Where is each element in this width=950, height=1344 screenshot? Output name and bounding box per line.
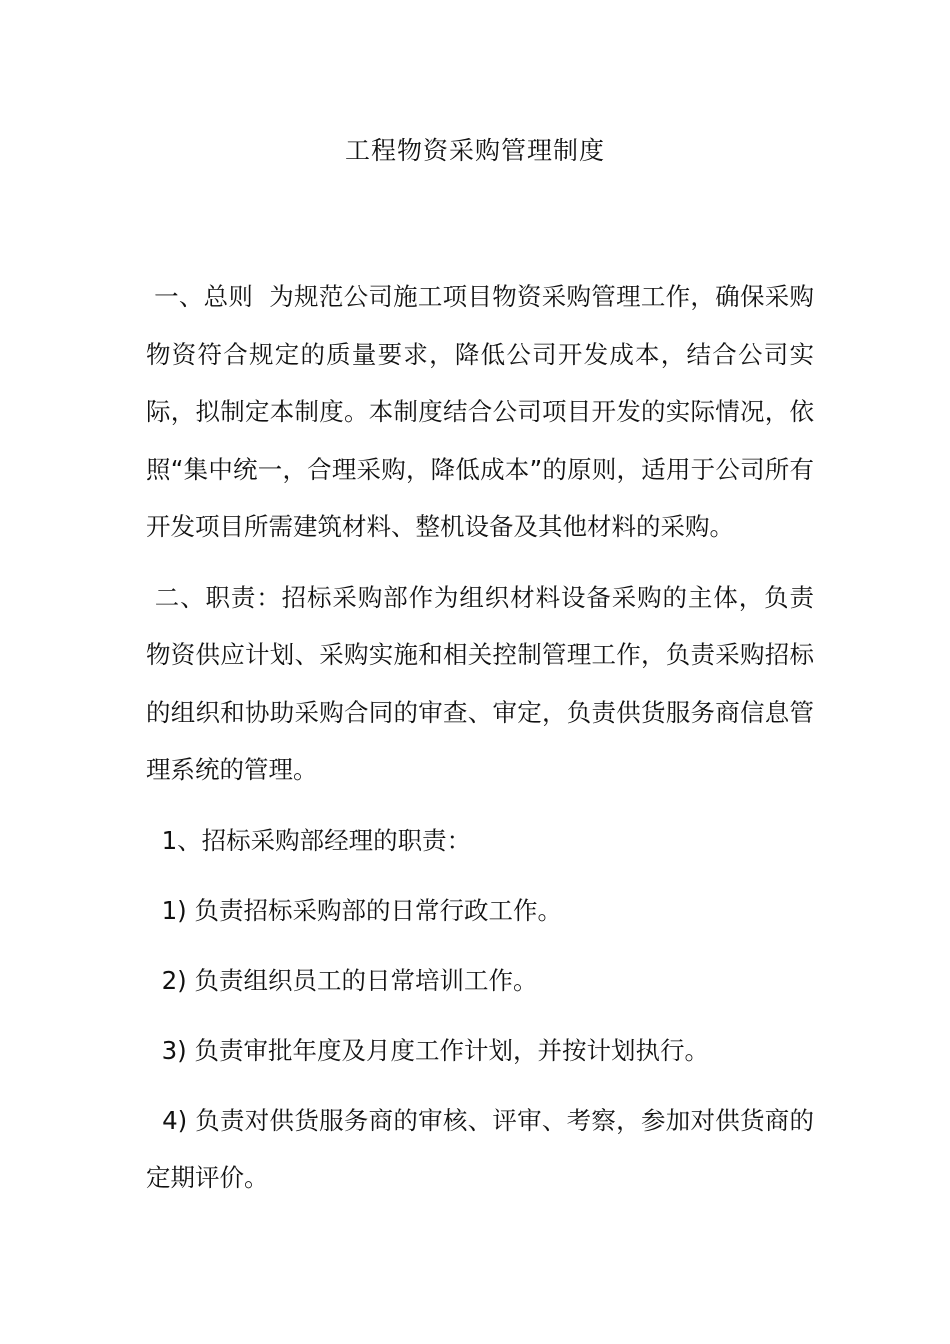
paragraph-general-principles: 一、总则 为规范公司施工项目物资采购管理工作，确保采购物资符合规定的质量要求，降低公司开发成本，结合公司实际，拟制定本制度。本制度结合公司项目开发的实际情况，依照“集中统一，合理采购，降低成本”的原则，适用于公司所有开发项目所需建筑材料、整机设备及其他材料的采购。 <box>146 282 814 541</box>
paragraph-responsibilities: 二、职责：招标采购部作为组织材料设备采购的主体，负责物资供应计划、采购实施和相关控制管理工作，负责采购招标的组织和协助采购合同的审查、审定，负责供货服务商信息管理系统的管理。 <box>146 582 814 784</box>
list-item-duty-4: 4) 负责对供货服务商的审核、评审、考察，参加对供货商的定期评价。 <box>146 1105 814 1192</box>
list-item-duty-2: 2) 负责组织员工的日常培训工作。 <box>146 965 538 995</box>
list-item-duty-1: 1) 负责招标采购部的日常行政工作。 <box>146 895 563 925</box>
paragraph-manager-duties-heading: 1、招标采购部经理的职责： <box>146 825 472 855</box>
document-title: 工程物资采购管理制度 <box>344 136 605 165</box>
list-item-duty-3: 3) 负责审批年度及月度工作计划，并按计划执行。 <box>146 1035 710 1065</box>
document-body <box>146 268 814 1207</box>
